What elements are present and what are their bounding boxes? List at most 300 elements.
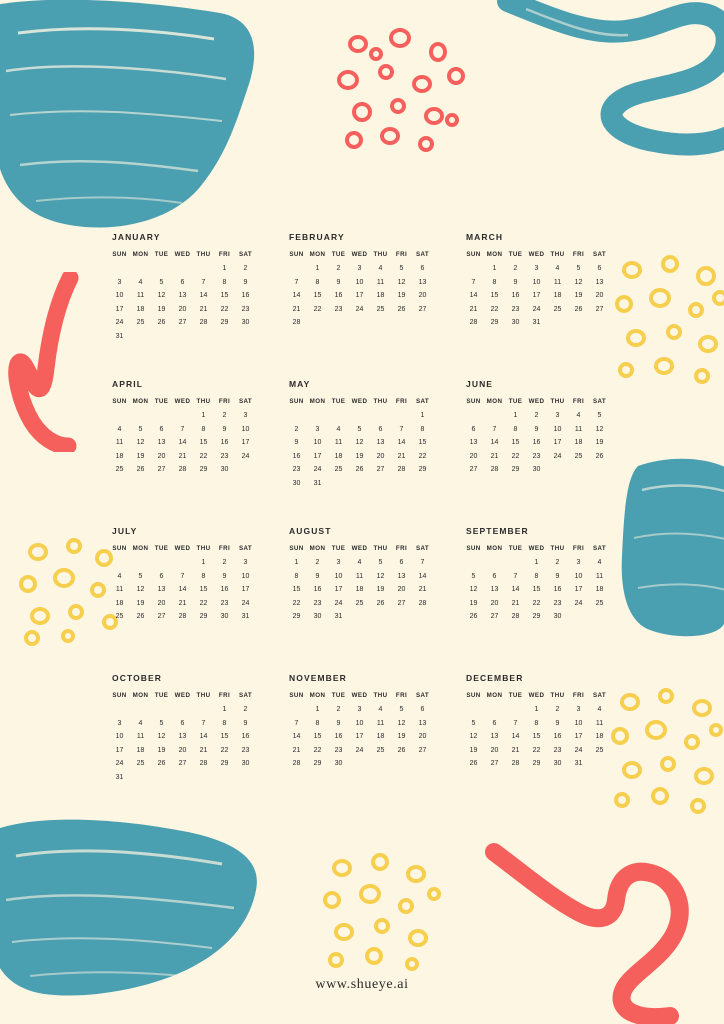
day-cell[interactable]: 16 — [241, 733, 250, 741]
day-cell[interactable]: 4 — [138, 719, 143, 727]
day-cell[interactable]: 25 — [376, 305, 385, 313]
day-cell[interactable]: 18 — [136, 305, 145, 313]
day-cell[interactable]: 2 — [243, 706, 248, 713]
day-cell[interactable]: 28 — [178, 613, 187, 621]
day-cell[interactable]: 7 — [513, 572, 518, 580]
day-cell[interactable]: 25 — [136, 760, 145, 768]
day-cell[interactable]: 29 — [490, 319, 499, 327]
day-cell[interactable]: 5 — [159, 278, 164, 286]
day-cell[interactable]: 8 — [420, 425, 425, 433]
day-cell[interactable]: 12 — [469, 733, 478, 741]
day-cell[interactable]: 30 — [220, 466, 229, 474]
day-cell[interactable]: 16 — [334, 733, 343, 741]
day-cell[interactable]: 15 — [220, 733, 229, 741]
day-cell[interactable]: 30 — [553, 760, 562, 768]
day-cell[interactable]: 22 — [199, 452, 208, 460]
day-cell[interactable]: 28 — [418, 599, 427, 607]
day-cell[interactable]: 11 — [595, 572, 604, 580]
day-cell[interactable]: 19 — [595, 439, 604, 447]
day-cell[interactable]: 6 — [420, 265, 425, 272]
day-cell[interactable]: 17 — [355, 733, 364, 741]
day-cell[interactable]: 20 — [376, 452, 385, 460]
day-cell[interactable]: 7 — [399, 425, 404, 433]
day-cell[interactable]: 28 — [511, 613, 520, 621]
day-cell[interactable]: 24 — [241, 452, 250, 460]
day-cell[interactable]: 9 — [243, 719, 248, 727]
day-cell[interactable]: 31 — [115, 773, 124, 781]
day-cell[interactable]: 7 — [201, 278, 206, 286]
day-cell[interactable]: 21 — [178, 452, 187, 460]
day-cell[interactable]: 17 — [553, 439, 562, 447]
day-cell[interactable]: 22 — [313, 746, 322, 754]
day-cell[interactable]: 3 — [243, 412, 248, 419]
day-cell[interactable]: 20 — [418, 733, 427, 741]
day-cell[interactable]: 2 — [336, 706, 341, 713]
day-cell[interactable]: 28 — [490, 466, 499, 474]
day-cell[interactable]: 19 — [469, 746, 478, 754]
day-cell[interactable]: 13 — [157, 439, 166, 447]
day-cell[interactable]: 22 — [220, 305, 229, 313]
day-cell[interactable]: 12 — [157, 292, 166, 300]
day-cell[interactable]: 17 — [115, 305, 124, 313]
day-cell[interactable]: 4 — [576, 412, 581, 419]
day-cell[interactable]: 1 — [222, 265, 227, 272]
day-cell[interactable]: 13 — [157, 586, 166, 594]
day-cell[interactable]: 13 — [178, 733, 187, 741]
day-cell[interactable]: 10 — [574, 572, 583, 580]
day-cell[interactable]: 1 — [534, 706, 539, 713]
day-cell[interactable]: 12 — [574, 278, 583, 286]
day-cell[interactable]: 18 — [376, 292, 385, 300]
day-cell[interactable]: 4 — [555, 265, 560, 272]
day-cell[interactable]: 11 — [115, 586, 124, 594]
day-cell[interactable]: 17 — [574, 733, 583, 741]
day-cell[interactable]: 10 — [574, 719, 583, 727]
day-cell[interactable]: 3 — [357, 706, 362, 713]
day-cell[interactable]: 5 — [399, 706, 404, 713]
day-cell[interactable]: 4 — [117, 425, 122, 433]
day-cell[interactable]: 5 — [471, 719, 476, 727]
day-cell[interactable]: 6 — [471, 425, 476, 433]
day-cell[interactable]: 24 — [241, 599, 250, 607]
day-cell[interactable]: 10 — [355, 278, 364, 286]
day-cell[interactable]: 8 — [513, 425, 518, 433]
day-cell[interactable]: 11 — [115, 439, 124, 447]
day-cell[interactable]: 13 — [178, 292, 187, 300]
day-cell[interactable]: 22 — [532, 599, 541, 607]
day-cell[interactable]: 27 — [490, 613, 499, 621]
day-cell[interactable]: 28 — [199, 760, 208, 768]
day-cell[interactable]: 18 — [595, 586, 604, 594]
day-cell[interactable]: 8 — [201, 572, 206, 580]
day-cell[interactable]: 14 — [511, 733, 520, 741]
day-cell[interactable]: 23 — [553, 746, 562, 754]
day-cell[interactable]: 16 — [220, 439, 229, 447]
day-cell[interactable]: 15 — [220, 292, 229, 300]
day-cell[interactable]: 7 — [180, 425, 185, 433]
day-cell[interactable]: 9 — [513, 278, 518, 286]
day-cell[interactable]: 4 — [336, 425, 341, 433]
day-cell[interactable]: 22 — [532, 746, 541, 754]
day-cell[interactable]: 10 — [115, 733, 124, 741]
day-cell[interactable]: 15 — [292, 586, 301, 594]
day-cell[interactable]: 8 — [315, 719, 320, 727]
day-cell[interactable]: 8 — [222, 719, 227, 727]
day-cell[interactable]: 11 — [355, 572, 364, 580]
day-cell[interactable]: 19 — [136, 599, 145, 607]
day-cell[interactable]: 21 — [397, 452, 406, 460]
day-cell[interactable]: 25 — [553, 305, 562, 313]
day-cell[interactable]: 12 — [469, 586, 478, 594]
day-cell[interactable]: 10 — [115, 292, 124, 300]
day-cell[interactable]: 10 — [355, 719, 364, 727]
day-cell[interactable]: 13 — [418, 278, 427, 286]
day-cell[interactable]: 16 — [334, 292, 343, 300]
day-cell[interactable]: 21 — [292, 305, 301, 313]
day-cell[interactable]: 24 — [574, 746, 583, 754]
day-cell[interactable]: 28 — [292, 319, 301, 327]
day-cell[interactable]: 2 — [222, 412, 227, 419]
day-cell[interactable]: 1 — [294, 559, 299, 566]
day-cell[interactable]: 30 — [334, 760, 343, 768]
day-cell[interactable]: 19 — [157, 746, 166, 754]
day-cell[interactable]: 29 — [199, 613, 208, 621]
day-cell[interactable]: 14 — [178, 586, 187, 594]
day-cell[interactable]: 2 — [294, 425, 299, 433]
day-cell[interactable]: 30 — [292, 479, 301, 487]
day-cell[interactable]: 26 — [157, 760, 166, 768]
day-cell[interactable]: 31 — [241, 613, 250, 621]
day-cell[interactable]: 28 — [292, 760, 301, 768]
day-cell[interactable]: 19 — [376, 586, 385, 594]
day-cell[interactable]: 26 — [595, 452, 604, 460]
day-cell[interactable]: 5 — [576, 265, 581, 272]
day-cell[interactable]: 7 — [201, 719, 206, 727]
day-cell[interactable]: 30 — [532, 466, 541, 474]
day-cell[interactable]: 4 — [378, 706, 383, 713]
day-cell[interactable]: 5 — [357, 425, 362, 433]
day-cell[interactable]: 16 — [241, 292, 250, 300]
day-cell[interactable]: 1 — [201, 559, 206, 566]
day-cell[interactable]: 2 — [336, 265, 341, 272]
day-cell[interactable]: 14 — [418, 572, 427, 580]
day-cell[interactable]: 12 — [136, 586, 145, 594]
day-cell[interactable]: 25 — [376, 746, 385, 754]
day-cell[interactable]: 26 — [469, 613, 478, 621]
day-cell[interactable]: 1 — [534, 559, 539, 566]
day-cell[interactable]: 29 — [532, 613, 541, 621]
day-cell[interactable]: 25 — [355, 599, 364, 607]
day-cell[interactable]: 26 — [136, 613, 145, 621]
day-cell[interactable]: 22 — [418, 452, 427, 460]
day-cell[interactable]: 5 — [597, 412, 602, 419]
day-cell[interactable]: 10 — [532, 278, 541, 286]
day-cell[interactable]: 21 — [511, 599, 520, 607]
day-cell[interactable]: 24 — [532, 305, 541, 313]
day-cell[interactable]: 8 — [534, 572, 539, 580]
day-cell[interactable]: 19 — [136, 452, 145, 460]
day-cell[interactable]: 22 — [292, 599, 301, 607]
day-cell[interactable]: 6 — [420, 706, 425, 713]
day-cell[interactable]: 31 — [532, 319, 541, 327]
day-cell[interactable]: 23 — [313, 599, 322, 607]
day-cell[interactable]: 27 — [418, 305, 427, 313]
day-cell[interactable]: 30 — [313, 613, 322, 621]
day-cell[interactable]: 16 — [532, 439, 541, 447]
day-cell[interactable]: 3 — [357, 265, 362, 272]
day-cell[interactable]: 24 — [115, 319, 124, 327]
day-cell[interactable]: 4 — [378, 265, 383, 272]
day-cell[interactable]: 3 — [336, 559, 341, 566]
day-cell[interactable]: 14 — [469, 292, 478, 300]
day-cell[interactable]: 7 — [294, 719, 299, 727]
day-cell[interactable]: 26 — [157, 319, 166, 327]
day-cell[interactable]: 8 — [315, 278, 320, 286]
day-cell[interactable]: 18 — [376, 733, 385, 741]
day-cell[interactable]: 23 — [220, 452, 229, 460]
day-cell[interactable]: 6 — [159, 572, 164, 580]
day-cell[interactable]: 18 — [115, 599, 124, 607]
day-cell[interactable]: 20 — [469, 452, 478, 460]
day-cell[interactable]: 23 — [220, 599, 229, 607]
day-cell[interactable]: 26 — [136, 466, 145, 474]
day-cell[interactable]: 20 — [490, 746, 499, 754]
day-cell[interactable]: 8 — [201, 425, 206, 433]
day-cell[interactable]: 11 — [376, 719, 385, 727]
day-cell[interactable]: 7 — [180, 572, 185, 580]
day-cell[interactable]: 27 — [178, 760, 187, 768]
day-cell[interactable]: 28 — [397, 466, 406, 474]
day-cell[interactable]: 29 — [220, 319, 229, 327]
day-cell[interactable]: 4 — [597, 706, 602, 713]
day-cell[interactable]: 29 — [199, 466, 208, 474]
day-cell[interactable]: 11 — [574, 425, 583, 433]
day-cell[interactable]: 16 — [220, 586, 229, 594]
day-cell[interactable]: 20 — [397, 586, 406, 594]
day-cell[interactable]: 23 — [292, 466, 301, 474]
day-cell[interactable]: 9 — [555, 719, 560, 727]
day-cell[interactable]: 26 — [397, 746, 406, 754]
day-cell[interactable]: 12 — [355, 439, 364, 447]
day-cell[interactable]: 28 — [178, 466, 187, 474]
day-cell[interactable]: 27 — [397, 599, 406, 607]
day-cell[interactable]: 16 — [313, 586, 322, 594]
day-cell[interactable]: 7 — [471, 278, 476, 286]
day-cell[interactable]: 23 — [241, 305, 250, 313]
day-cell[interactable]: 23 — [334, 305, 343, 313]
day-cell[interactable]: 13 — [595, 278, 604, 286]
day-cell[interactable]: 17 — [241, 439, 250, 447]
day-cell[interactable]: 28 — [511, 760, 520, 768]
day-cell[interactable]: 10 — [313, 439, 322, 447]
day-cell[interactable]: 10 — [241, 425, 250, 433]
day-cell[interactable]: 7 — [420, 559, 425, 566]
day-cell[interactable]: 26 — [376, 599, 385, 607]
day-cell[interactable]: 4 — [138, 278, 143, 286]
day-cell[interactable]: 22 — [313, 305, 322, 313]
day-cell[interactable]: 12 — [595, 425, 604, 433]
day-cell[interactable]: 30 — [241, 319, 250, 327]
day-cell[interactable]: 24 — [313, 466, 322, 474]
day-cell[interactable]: 10 — [334, 572, 343, 580]
day-cell[interactable]: 18 — [595, 733, 604, 741]
day-cell[interactable]: 21 — [199, 305, 208, 313]
day-cell[interactable]: 2 — [555, 559, 560, 566]
day-cell[interactable]: 1 — [201, 412, 206, 419]
day-cell[interactable]: 2 — [222, 559, 227, 566]
day-cell[interactable]: 6 — [399, 559, 404, 566]
day-cell[interactable]: 10 — [553, 425, 562, 433]
day-cell[interactable]: 3 — [117, 719, 122, 727]
day-cell[interactable]: 14 — [397, 439, 406, 447]
day-cell[interactable]: 20 — [490, 599, 499, 607]
day-cell[interactable]: 15 — [511, 439, 520, 447]
day-cell[interactable]: 13 — [469, 439, 478, 447]
day-cell[interactable]: 19 — [157, 305, 166, 313]
day-cell[interactable]: 13 — [376, 439, 385, 447]
day-cell[interactable]: 5 — [471, 572, 476, 580]
day-cell[interactable]: 23 — [334, 746, 343, 754]
day-cell[interactable]: 6 — [180, 278, 185, 286]
day-cell[interactable]: 2 — [243, 265, 248, 272]
day-cell[interactable]: 23 — [511, 305, 520, 313]
day-cell[interactable]: 25 — [115, 466, 124, 474]
day-cell[interactable]: 14 — [292, 733, 301, 741]
day-cell[interactable]: 30 — [241, 760, 250, 768]
day-cell[interactable]: 15 — [532, 586, 541, 594]
day-cell[interactable]: 22 — [490, 305, 499, 313]
day-cell[interactable]: 29 — [220, 760, 229, 768]
day-cell[interactable]: 19 — [397, 733, 406, 741]
day-cell[interactable]: 21 — [292, 746, 301, 754]
day-cell[interactable]: 13 — [418, 719, 427, 727]
day-cell[interactable]: 17 — [241, 586, 250, 594]
day-cell[interactable]: 23 — [553, 599, 562, 607]
day-cell[interactable]: 15 — [313, 733, 322, 741]
day-cell[interactable]: 19 — [355, 452, 364, 460]
day-cell[interactable]: 27 — [490, 760, 499, 768]
day-cell[interactable]: 30 — [220, 613, 229, 621]
day-cell[interactable]: 14 — [511, 586, 520, 594]
day-cell[interactable]: 24 — [355, 746, 364, 754]
day-cell[interactable]: 14 — [199, 733, 208, 741]
day-cell[interactable]: 15 — [199, 586, 208, 594]
day-cell[interactable]: 29 — [511, 466, 520, 474]
day-cell[interactable]: 11 — [595, 719, 604, 727]
day-cell[interactable]: 25 — [595, 599, 604, 607]
day-cell[interactable]: 11 — [553, 278, 562, 286]
day-cell[interactable]: 17 — [532, 292, 541, 300]
day-cell[interactable]: 15 — [418, 439, 427, 447]
day-cell[interactable]: 24 — [334, 599, 343, 607]
day-cell[interactable]: 22 — [220, 746, 229, 754]
day-cell[interactable]: 5 — [399, 265, 404, 272]
day-cell[interactable]: 14 — [292, 292, 301, 300]
day-cell[interactable]: 30 — [511, 319, 520, 327]
day-cell[interactable]: 18 — [553, 292, 562, 300]
day-cell[interactable]: 8 — [492, 278, 497, 286]
day-cell[interactable]: 3 — [315, 425, 320, 433]
day-cell[interactable]: 10 — [241, 572, 250, 580]
day-cell[interactable]: 14 — [199, 292, 208, 300]
day-cell[interactable]: 26 — [574, 305, 583, 313]
day-cell[interactable]: 1 — [315, 706, 320, 713]
day-cell[interactable]: 1 — [513, 412, 518, 419]
day-cell[interactable]: 25 — [136, 319, 145, 327]
day-cell[interactable]: 5 — [138, 572, 143, 580]
day-cell[interactable]: 17 — [574, 586, 583, 594]
day-cell[interactable]: 29 — [418, 466, 427, 474]
day-cell[interactable]: 19 — [397, 292, 406, 300]
day-cell[interactable]: 31 — [313, 479, 322, 487]
day-cell[interactable]: 9 — [534, 425, 539, 433]
day-cell[interactable]: 31 — [334, 613, 343, 621]
day-cell[interactable]: 27 — [376, 466, 385, 474]
day-cell[interactable]: 20 — [595, 292, 604, 300]
day-cell[interactable]: 28 — [469, 319, 478, 327]
day-cell[interactable]: 7 — [294, 278, 299, 286]
day-cell[interactable]: 15 — [490, 292, 499, 300]
day-cell[interactable]: 4 — [597, 559, 602, 566]
day-cell[interactable]: 27 — [469, 466, 478, 474]
website-url[interactable]: www.shueye.ai — [315, 977, 409, 992]
day-cell[interactable]: 6 — [180, 719, 185, 727]
day-cell[interactable]: 26 — [469, 760, 478, 768]
day-cell[interactable]: 16 — [553, 586, 562, 594]
day-cell[interactable]: 13 — [397, 572, 406, 580]
day-cell[interactable]: 22 — [199, 599, 208, 607]
day-cell[interactable]: 18 — [115, 452, 124, 460]
day-cell[interactable]: 17 — [355, 292, 364, 300]
day-cell[interactable]: 6 — [159, 425, 164, 433]
day-cell[interactable]: 4 — [117, 572, 122, 580]
day-cell[interactable]: 20 — [178, 746, 187, 754]
day-cell[interactable]: 25 — [334, 466, 343, 474]
day-cell[interactable]: 25 — [574, 452, 583, 460]
day-cell[interactable]: 24 — [574, 599, 583, 607]
day-cell[interactable]: 9 — [222, 572, 227, 580]
day-cell[interactable]: 6 — [378, 425, 383, 433]
day-cell[interactable]: 12 — [376, 572, 385, 580]
day-cell[interactable]: 13 — [490, 586, 499, 594]
day-cell[interactable]: 24 — [553, 452, 562, 460]
day-cell[interactable]: 24 — [355, 305, 364, 313]
day-cell[interactable]: 18 — [334, 452, 343, 460]
day-cell[interactable]: 8 — [294, 572, 299, 580]
day-cell[interactable]: 9 — [336, 278, 341, 286]
day-cell[interactable]: 3 — [576, 706, 581, 713]
day-cell[interactable]: 28 — [199, 319, 208, 327]
day-cell[interactable]: 15 — [199, 439, 208, 447]
day-cell[interactable]: 27 — [157, 466, 166, 474]
day-cell[interactable]: 6 — [597, 265, 602, 272]
day-cell[interactable]: 12 — [136, 439, 145, 447]
day-cell[interactable]: 30 — [553, 613, 562, 621]
day-cell[interactable]: 1 — [420, 412, 425, 419]
day-cell[interactable]: 9 — [294, 439, 299, 447]
day-cell[interactable]: 18 — [136, 746, 145, 754]
day-cell[interactable]: 24 — [115, 760, 124, 768]
day-cell[interactable]: 21 — [199, 746, 208, 754]
day-cell[interactable]: 3 — [576, 559, 581, 566]
day-cell[interactable]: 9 — [243, 278, 248, 286]
day-cell[interactable]: 9 — [555, 572, 560, 580]
day-cell[interactable]: 1 — [222, 706, 227, 713]
day-cell[interactable]: 27 — [178, 319, 187, 327]
day-cell[interactable]: 5 — [138, 425, 143, 433]
day-cell[interactable]: 2 — [534, 412, 539, 419]
day-cell[interactable]: 20 — [157, 452, 166, 460]
